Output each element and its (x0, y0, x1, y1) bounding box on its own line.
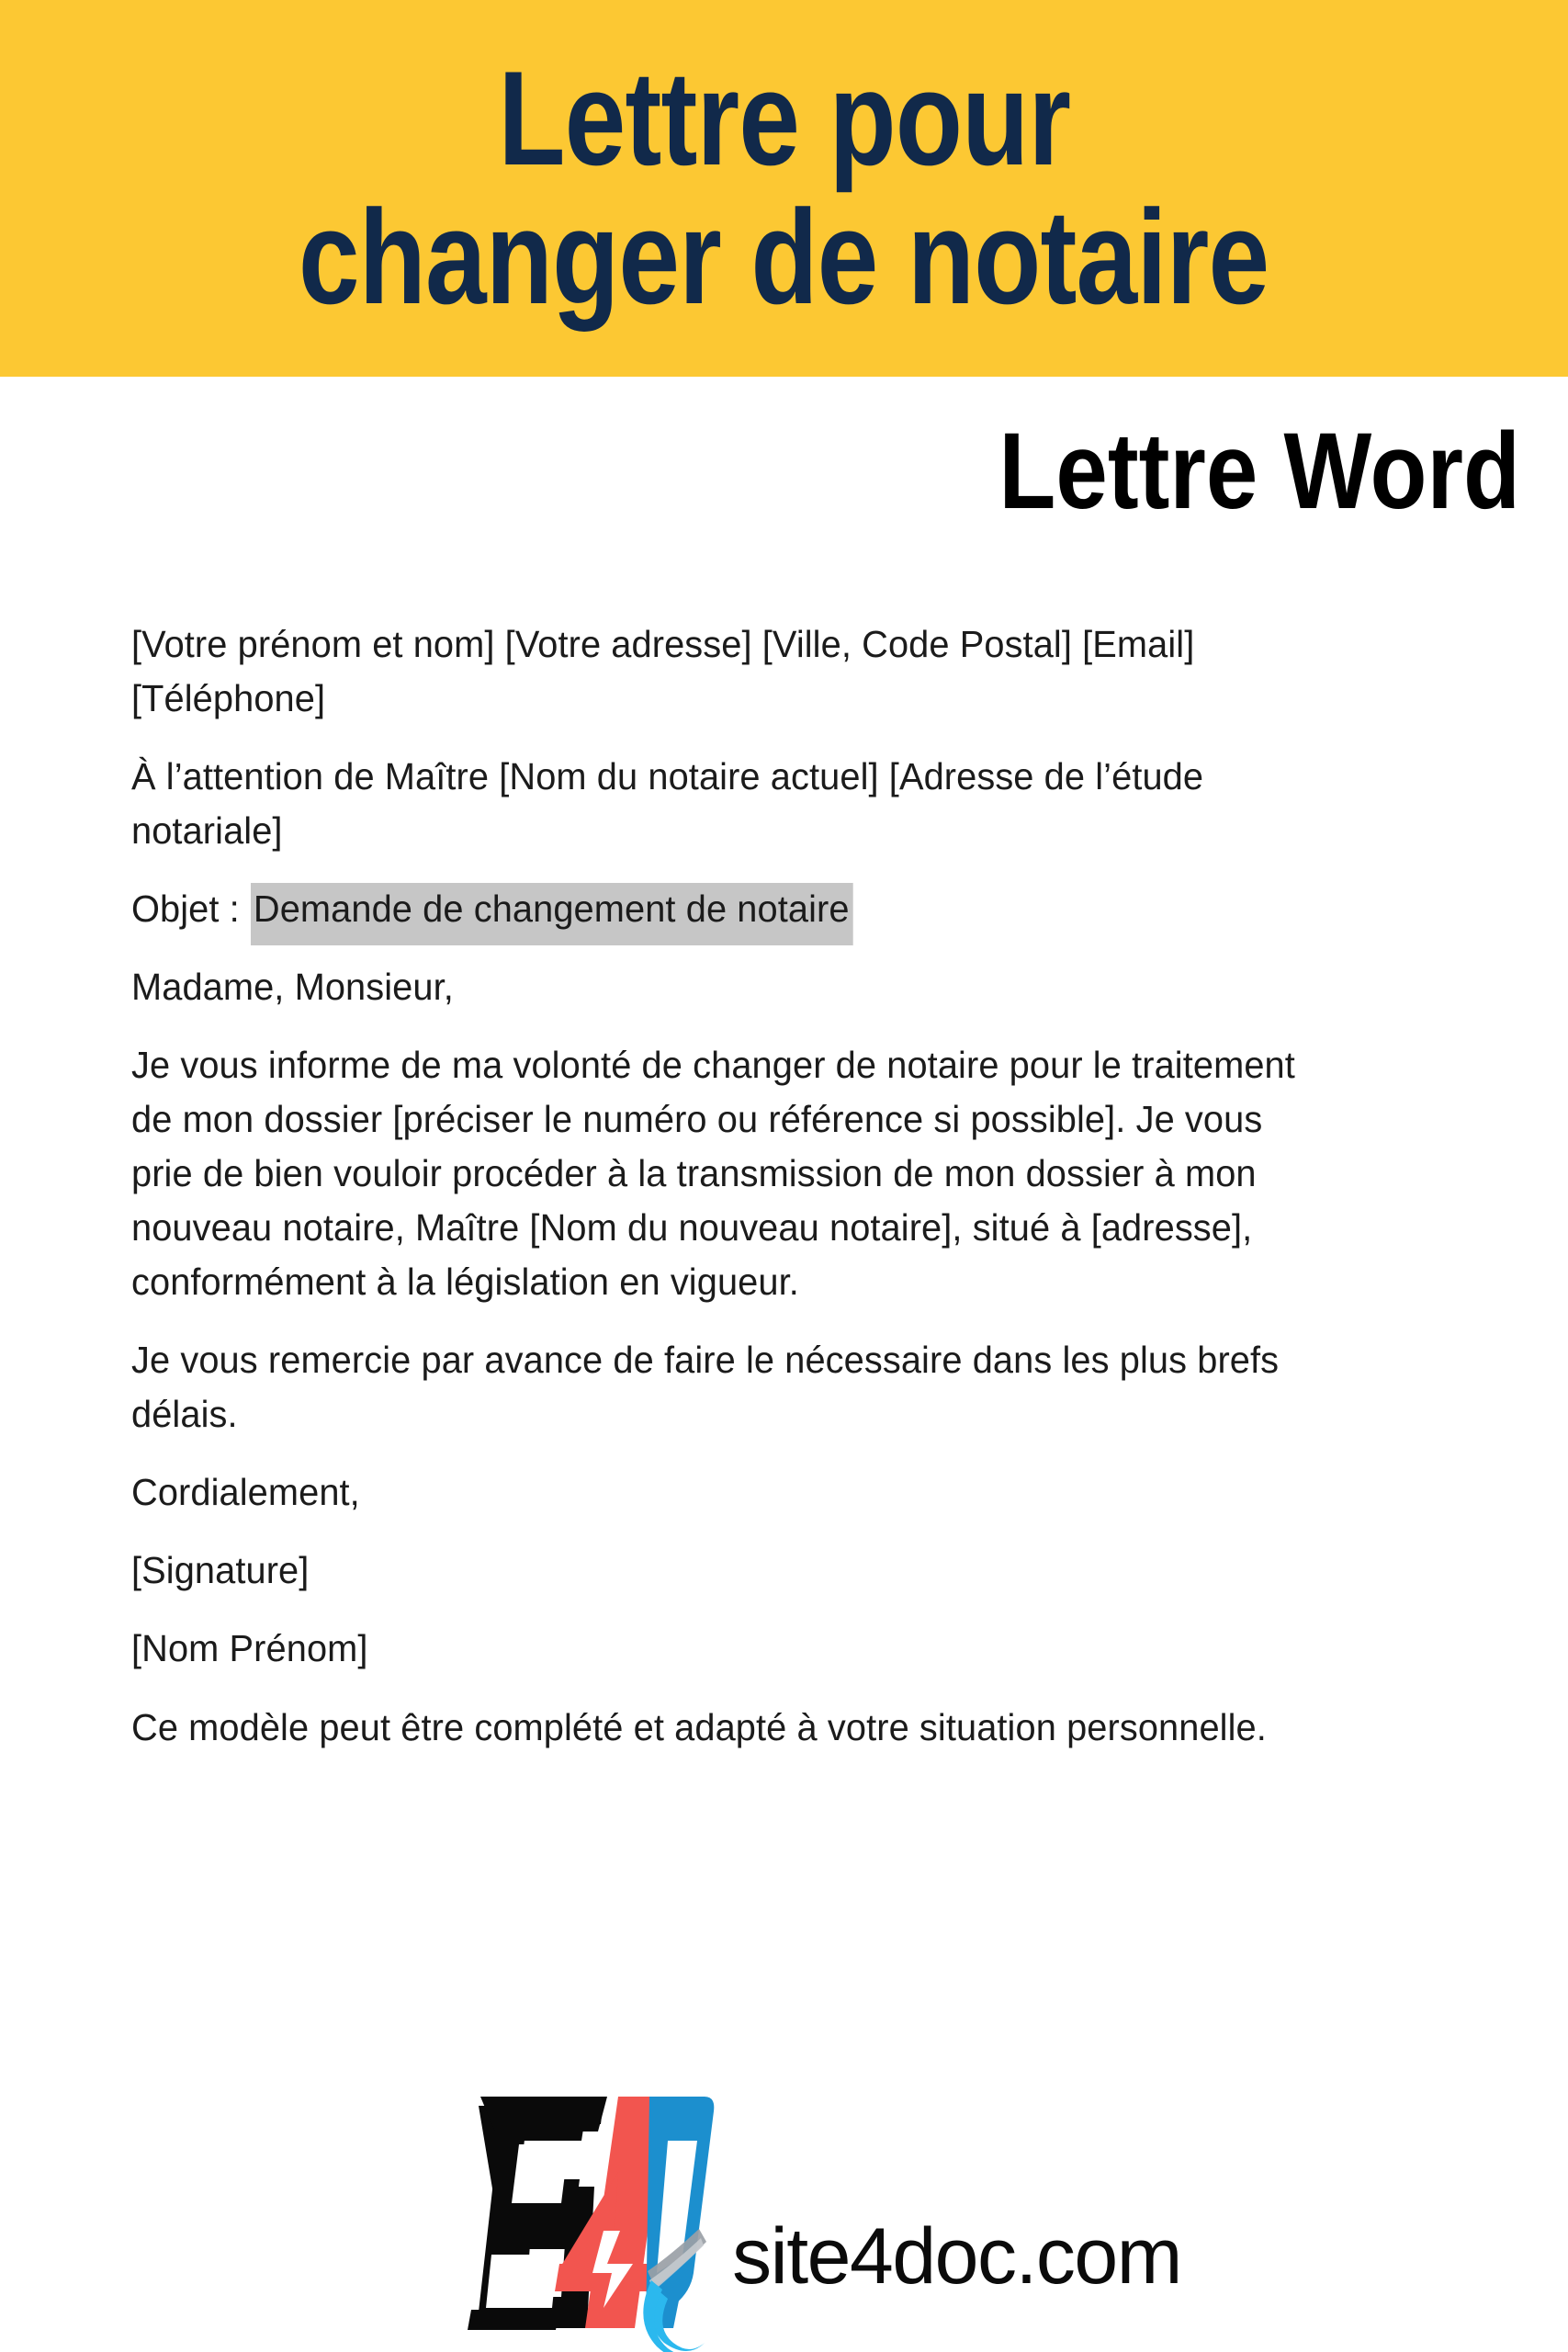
note: Ce modèle peut être complété et adapté à votre situation personnelle. (131, 1705, 1267, 1748)
site-domain-text: site4doc.com (732, 2211, 1181, 2301)
subject-line (131, 882, 1325, 936)
recipient-block: À l’attention de Maître [Nom du notaire actuel] [Adresse de l’étude notariale] (131, 755, 1204, 853)
subject-value-highlighted: Demande de changement de notaire (251, 883, 853, 945)
page-title-line-2: changer de notaire (299, 182, 1269, 332)
subtitle: Lettre Word (998, 410, 1520, 532)
s4d-logo-icon (423, 2084, 727, 2350)
sender-block: [Votre prénom et nom] [Votre adresse] [Ville, Code Postal] [Email] [Téléphone] (131, 623, 1195, 720)
letter-body (131, 617, 1362, 1755)
subtitle-row (0, 386, 1568, 556)
header-banner (0, 0, 1568, 377)
body-main: Je vous informe de ma volonté de changer de notaire pour le traitement de mon dossier [préciser le numéro ou référence si possible]. Je vous prie de bien vouloir procéder à la transmission de mon dossier à mon nouveau notaire, Maître [Nom du nouveau notaire], situé à [adresse], conformément à la législation en vigueur. (131, 1044, 1295, 1304)
body-thanks: Je vous remercie par avance de faire le nécessaire dans les plus brefs délais. (131, 1339, 1280, 1436)
salutation: Madame, Monsieur, (131, 966, 454, 1009)
subject-label: Objet : (131, 888, 250, 931)
footer-branding (0, 2081, 1568, 2352)
signature-placeholder: [Signature] (131, 1549, 310, 1592)
page-title-line-1: Lettre pour (498, 43, 1070, 194)
closing: Cordialement, (131, 1471, 360, 1514)
signer-name-placeholder: [Nom Prénom] (131, 1627, 368, 1670)
